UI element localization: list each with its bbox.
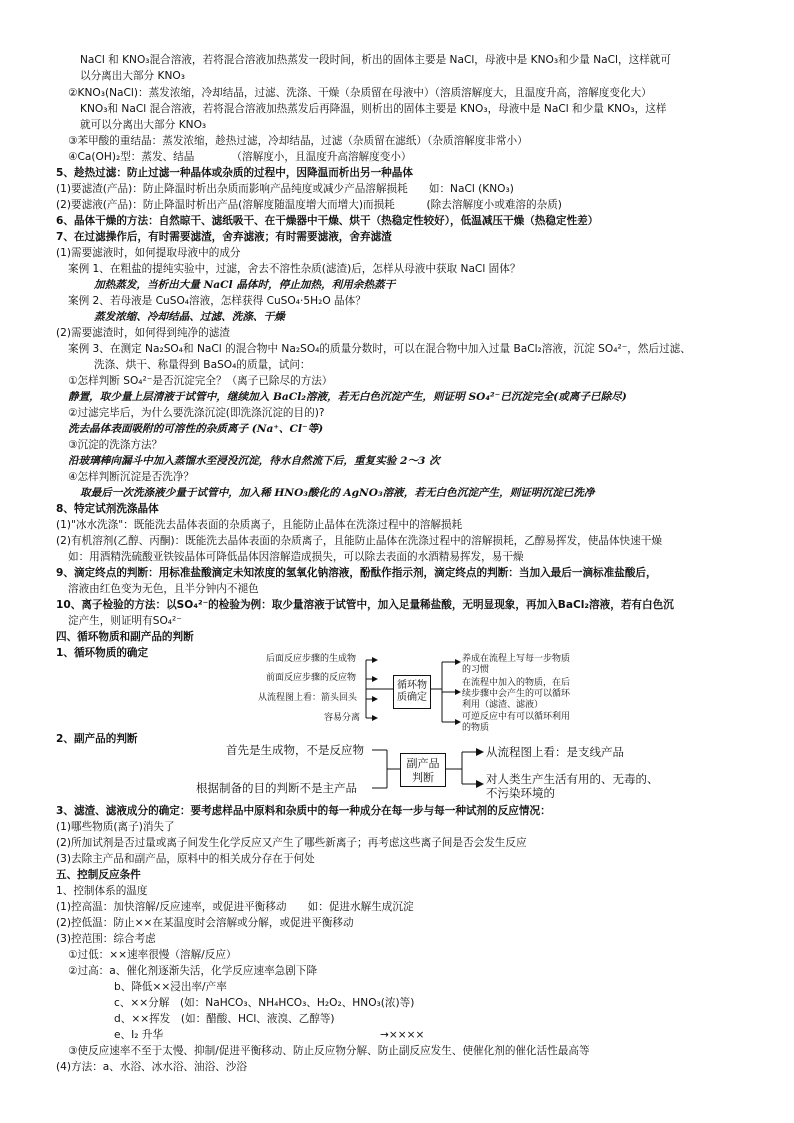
text-line: 溶液由红色变为无色，且半分钟内不褪色 [68,583,259,595]
section-heading: 10、离子检验的方法：以SO₄²⁻的检验为例：取少量溶液于试管中，加入足量稀盐酸，无明显现象，再加入BaCl₂溶液，若有白色沉 [56,599,674,611]
text-line: c、××分解 (如：NaHCO₃、NH₄HCO₃、H₂O₂、HNO₃(浓)等) [114,997,415,1009]
handwritten-answer: 蒸发浓缩、冷却结晶、过滤、洗涤、干燥 [94,311,285,323]
text-line: 案例 1、在粗盐的提纯实验中，过滤，舍去不溶性杂质(滤渣)后，怎样从母液中获取 NaCl 固体？ [68,263,521,275]
text-line: ②过滤完毕后，为什么要洗涤沉淀(即洗涤沉淀的目的)? [68,407,325,419]
text-line: e、I₂ 升华 [114,1029,164,1041]
section-heading: 9、滴定终点的判断：用标准盐酸滴定未知浓度的氢氧化钠溶液，酚酞作指示剂，滴定终点的判断：当加入最后一滴标准盐酸后， [56,567,657,579]
text-line: 案例 3、在测定 Na₂SO₄和 NaCl 的混合物中 Na₂SO₄的质量分数时，可以在混合物中加入过量 BaCl₂溶液，沉淀 SO₄²⁻，然后过滤、 [68,343,691,355]
diagram-left-item: 前面反应步骤的反应物 [266,673,357,683]
text-line: (1)"冰水洗涤"：既能洗去晶体表面的杂质离子，且能防止晶体在洗涤过程中的溶解损耗 [56,519,463,531]
diagram-center-box: 副产品判断 [400,753,446,787]
text-line: 1、控制体系的温度 [56,885,148,897]
text-line: (1)哪些物质(离子)消失了 [56,821,175,833]
handwritten-answer: 静置，取少量上层清液于试管中，继续加入 BaCl₂溶液，若无白色沉淀产生，则证明 SO₄²⁻已沉淀完全(或离子已除尽) [68,391,627,403]
section-heading: 8、特定试剂洗涤晶体 [56,503,159,515]
text-line: →×××× [380,1029,425,1041]
text-line: KNO₃和 NaCl 混合溶液，若将混合溶液加热蒸发后再降温，则析出的固体主要是 KNO₃，母液中是 NaCl 和少量 KNO₃，这样 [80,103,667,115]
section-heading: 1、循环物质的确定 [56,647,149,659]
handwritten-answer: 洗去晶体表面吸附的可溶性的杂质离子 (Na⁺、Cl⁻等) [68,423,324,435]
diagram-right-item: 在流程中加入的物质，在后续步骤中会产生的可以循环利用（滤渣、滤液） [462,678,571,710]
text-line: ④怎样判断沉淀是否洗净？ [68,471,195,483]
text-line: (3)控范围：综合考虑 [56,933,156,945]
diagram-left-item: 后面反应步骤的生成物 [266,654,357,664]
text-line: ③沉淀的洗涤方法？ [68,439,163,451]
section-heading: 6、晶体干燥的方法：自然晾干、滤纸吸干、在干燥器中干燥、烘干（热稳定性较好），低温减压干燥（热稳定性差） [56,215,599,227]
text-line: (3)去除主产品和副产品，原料中的相关成分存在于何处 [56,853,315,865]
text-line: d、××挥发 (如：醋酸、HCl、液溴、乙醇等) [114,1013,335,1025]
diagram-center-box: 循环物质确定 [393,675,431,709]
text-line: (2)所加试剂是否过量或离子间发生化学反应又产生了哪些新离子；再考虑这些离子间是否会发生反应 [56,837,527,849]
text-line: (2)要滤液(产品)：防止降温时析出产品(溶解度随温度增大而增大)而损耗 (除去溶解度小或难溶的杂质) [56,199,562,211]
text-line: (1)要滤渣(产品)：防止降温时析出杂质而影响产品纯度或减少产品溶解损耗 如：NaCl (KNO₃) [56,183,514,195]
diagram-right-item: 可逆反应中有可以循环利用的物质 [462,712,571,733]
diagram-left-item: 根据制备的目的判断不是主产品 [196,781,357,795]
text-line: (2)需要滤渣时，如何得到纯净的滤渣 [56,327,230,339]
text-line: 案例 2、若母液是 CuSO₄溶液，怎样获得 CuSO₄·5H₂O 晶体？ [68,295,366,307]
diagram-left-item: 从流程图上看：箭头回头 [258,693,358,703]
diagram-left-item: 首先是生成物，不是反应物 [226,743,364,757]
section-heading: 7、在过滤操作后，有时需要滤渣，舍弃滤液；有时需要滤液，舍弃滤渣 [56,231,392,243]
text-line: ③苯甲酸的重结晶：蒸发浓缩，趁热过滤，冷却结晶，过滤（杂质留在滤纸）（杂质溶解度非常小） [68,135,528,147]
text-line: 就可以分离出大部分 KNO₃ [80,119,207,131]
handwritten-answer: 加热蒸发，当析出大量 NaCl 晶体时，停止加热，利用余热蒸干 [94,279,396,291]
text-line: b、降低××浸出率/产率 [114,981,227,993]
diagram-right-item: 养成在流程上写每一步物质的习惯 [462,654,571,675]
text-line: ②过高：a、催化剂逐渐失活，化学反应速率急剧下降 [68,965,318,977]
diagram-right-item: 对人类生产生活有用的、无毒的、不污染环境的 [486,772,659,800]
section-heading: 2、副产品的判断 [56,733,138,745]
text-line: 如：用酒精洗硫酸亚铁铵晶体可降低晶体因溶解造成损失，可以除去表面的水酒精易挥发，易干燥 [68,551,524,563]
text-line: 洗涤、烘干、称量得到 BaSO₄的质量，试问： [94,359,311,371]
text-line: (4)方法：a、水浴、冰水浴、油浴、沙浴 [56,1061,247,1073]
handwritten-answer: 沿玻璃棒向漏斗中加入蒸馏水至浸没沉淀，待水自然流下后，重复实验 2～3 次 [68,455,440,467]
text-line: ②KNO₃(NaCl)：蒸发浓缩，冷却结晶，过滤、洗涤、干燥（杂质留在母液中）（溶质溶解度大，且温度升高，溶解度变化大） [68,87,652,99]
chapter-heading: 四、循环物质和副产品的判断 [56,631,194,643]
text-line: 淀产生，则证明有SO₄²⁻ [68,615,182,627]
text-line: 以分离出大部分 KNO₃ [80,70,185,82]
section-heading: 3、滤渣、滤液成分的确定：要考虑样品中原料和杂质中的每一种成分在每一步与每一种试剂的反应情况： [56,805,551,817]
handwritten-answer: 取最后一次洗涤液少量于试管中，加入稀 HNO₃酸化的 AgNO₃溶液，若无白色沉淀产生，则证明沉淀已洗净 [80,487,595,499]
diagram-left-item: 容易分离 [324,713,361,723]
text-line: ③使反应速率不至于太慢、抑制/促进平衡移动、防止反应物分解、防止副反应发生、使催化剂的催化活性最高等 [68,1045,590,1057]
text-line: (1)需要滤液时，如何提取母液中的成分 [56,247,241,259]
diagram-right-item: 从流程图上看：是支线产品 [486,745,624,759]
text-line: (2)有机溶剂(乙醇、丙酮)：既能洗去晶体表面的杂质离子，且能防止晶体在洗涤过程中的溶解损耗，乙醇易挥发，使晶体快速干燥 [56,535,662,547]
text-line: NaCl 和 KNO₃混合溶液，若将混合溶液加热蒸发一段时间，析出的固体主要是 NaCl，母液中是 KNO₃和少量 NaCl，这样就可 [80,54,671,66]
text-line: (1)控高温：加快溶解/反应速率，或促进平衡移动 如：促进水解生成沉淀 [56,901,414,913]
section-heading: 5、趁热过滤：防止过滤一种晶体或杂质的过程中，因降温而析出另一种晶体 [56,167,413,179]
text-line: (2)控低温：防止××在某温度时会溶解或分解，或促进平衡移动 [56,917,354,929]
text-line: ④Ca(OH)₂型：蒸发、结晶 （溶解度小，且温度升高溶解度变小） [68,151,412,163]
text-line: ①怎样判断 SO₄²⁻是否沉淀完全？（离子已除尽的方法） [68,375,333,387]
text-line: ①过低：××速率很慢（溶解/反应） [68,949,237,961]
chapter-heading: 五、控制反应条件 [56,869,141,881]
